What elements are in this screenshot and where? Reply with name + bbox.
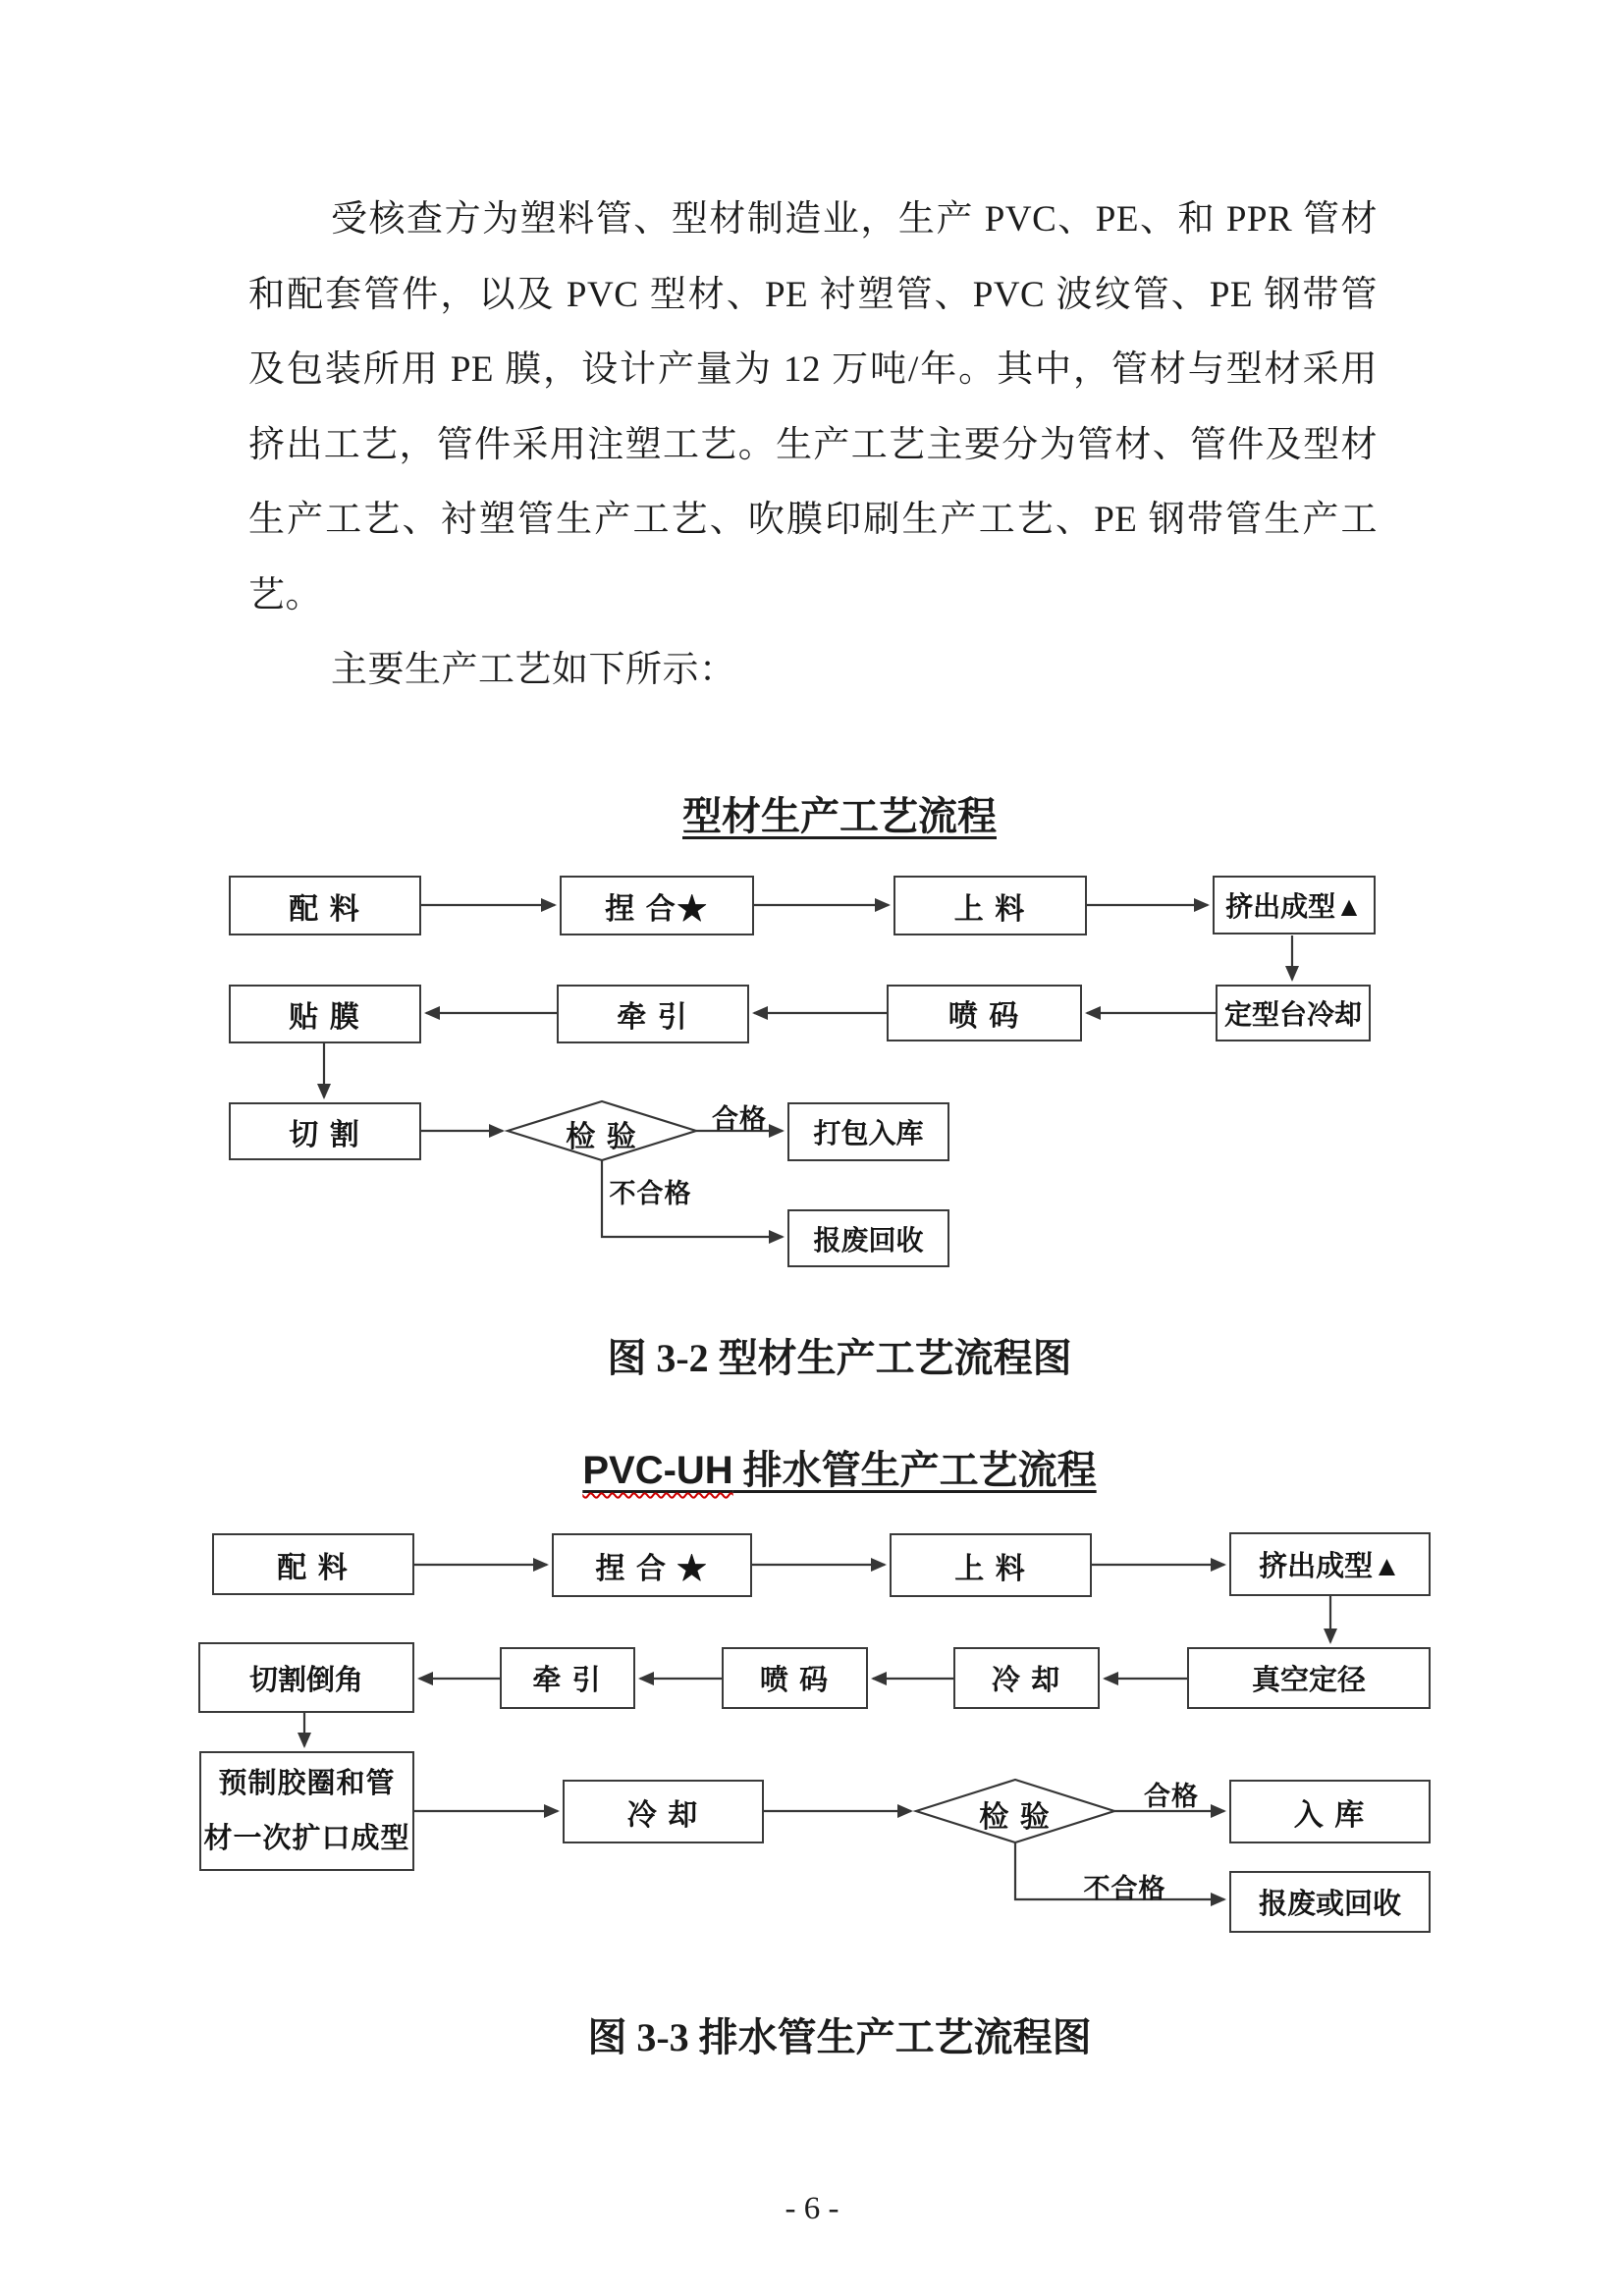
fc1-node-cooling-table: 定型台冷却 <box>1216 985 1371 1041</box>
fc1-node-scrap: 报废回收 <box>787 1209 949 1267</box>
flowchart2-title-cn: 排水管生产工艺流程 <box>732 1448 1097 1492</box>
fc1-node-cutting: 切 割 <box>229 1102 421 1160</box>
fc2-node-cooling: 冷 却 <box>953 1647 1100 1709</box>
fc2-inspection-label: 检 验 <box>979 1801 1052 1834</box>
fc2-node-cooling2: 冷 却 <box>563 1780 764 1843</box>
fc2-node-batching: 配 料 <box>212 1533 414 1595</box>
body-paragraph <box>248 183 1378 709</box>
flowchart2-title-row <box>248 1447 1431 1494</box>
fc2-node-coding: 喷 码 <box>722 1647 868 1709</box>
flowchart2 <box>187 1522 1453 1944</box>
fc2-node-traction: 牵 引 <box>500 1647 635 1709</box>
fc1-node-coding: 喷 码 <box>887 985 1082 1041</box>
fc1-inspection-label: 检 验 <box>566 1121 638 1153</box>
flowchart2-title <box>582 1447 1096 1494</box>
body-text-line: 和配套管件，以及 PVC 型材、PE 衬塑管、PVC 波纹管、PE 钢带管 <box>248 274 1378 315</box>
body-text-line: 挤出工艺，管件采用注塑工艺。生产工艺主要分为管材、管件及型材 <box>248 424 1378 465</box>
body-text-line: 及包装所用 PE 膜，设计产量为 12 万吨/年。其中，管材与型材采用 <box>248 349 1378 390</box>
flowchart1 <box>196 864 1453 1276</box>
body-text-line: 主要生产工艺如下所示： <box>331 650 736 690</box>
flowchart2-caption-row <box>248 2014 1431 2061</box>
fc1-node-kneading: 捏 合★ <box>560 876 754 935</box>
fc1-pass-label: 合格 <box>712 1104 767 1134</box>
flowchart1-title-row <box>248 793 1431 840</box>
fc2-fail-label: 不合格 <box>1083 1874 1166 1903</box>
fc1-fail-label: 不合格 <box>609 1179 692 1208</box>
body-text-line: 受核查方为塑料管、型材制造业，生产 PVC、PE、和 PPR 管材 <box>331 199 1378 240</box>
fc2-node-warehouse: 入 库 <box>1229 1780 1431 1843</box>
fc2-node-cut-chamfer: 切割倒角 <box>198 1642 414 1713</box>
flowchart2-caption: 图 3-3 排水管生产工艺流程图 <box>587 2015 1092 2059</box>
fc2-node-vacuum-sizing: 真空定径 <box>1187 1647 1431 1709</box>
page-number: - 6 - <box>785 2191 839 2226</box>
fc1-node-packing: 打包入库 <box>787 1102 949 1161</box>
fc1-node-laminating: 贴 膜 <box>229 985 421 1043</box>
fc1-node-extrusion: 挤出成型▲ <box>1213 876 1376 934</box>
fc1-node-traction: 牵 引 <box>557 985 749 1043</box>
fc1-node-feeding: 上 料 <box>893 876 1087 935</box>
fc2-node-preform-line1: 预制胶圈和管 <box>218 1768 396 1799</box>
fc2-node-feeding: 上 料 <box>890 1533 1092 1597</box>
fc2-node-scrap: 报废或回收 <box>1229 1871 1431 1933</box>
fc2-node-kneading: 捏 合 ★ <box>552 1533 752 1597</box>
flowchart1-title: 型材生产工艺流程 <box>682 794 997 838</box>
fc2-node-extrusion: 挤出成型▲ <box>1229 1532 1431 1596</box>
body-text-line: 生产工艺、衬塑管生产工艺、吹膜印刷生产工艺、PE 钢带管生产工 <box>248 500 1378 540</box>
fc2-pass-label: 合格 <box>1144 1782 1199 1811</box>
fc1-node-batching: 配 料 <box>229 876 421 935</box>
flowchart1-caption-row <box>248 1335 1431 1382</box>
flowchart2-title-latin: PVC-UH <box>582 1449 733 1492</box>
body-text-line: 艺。 <box>248 574 322 615</box>
fc2-node-preform-line2: 材一次扩口成型 <box>203 1823 410 1854</box>
fc2-node-preform <box>199 1751 414 1871</box>
flowchart1-caption: 图 3-2 型材生产工艺流程图 <box>607 1336 1072 1380</box>
